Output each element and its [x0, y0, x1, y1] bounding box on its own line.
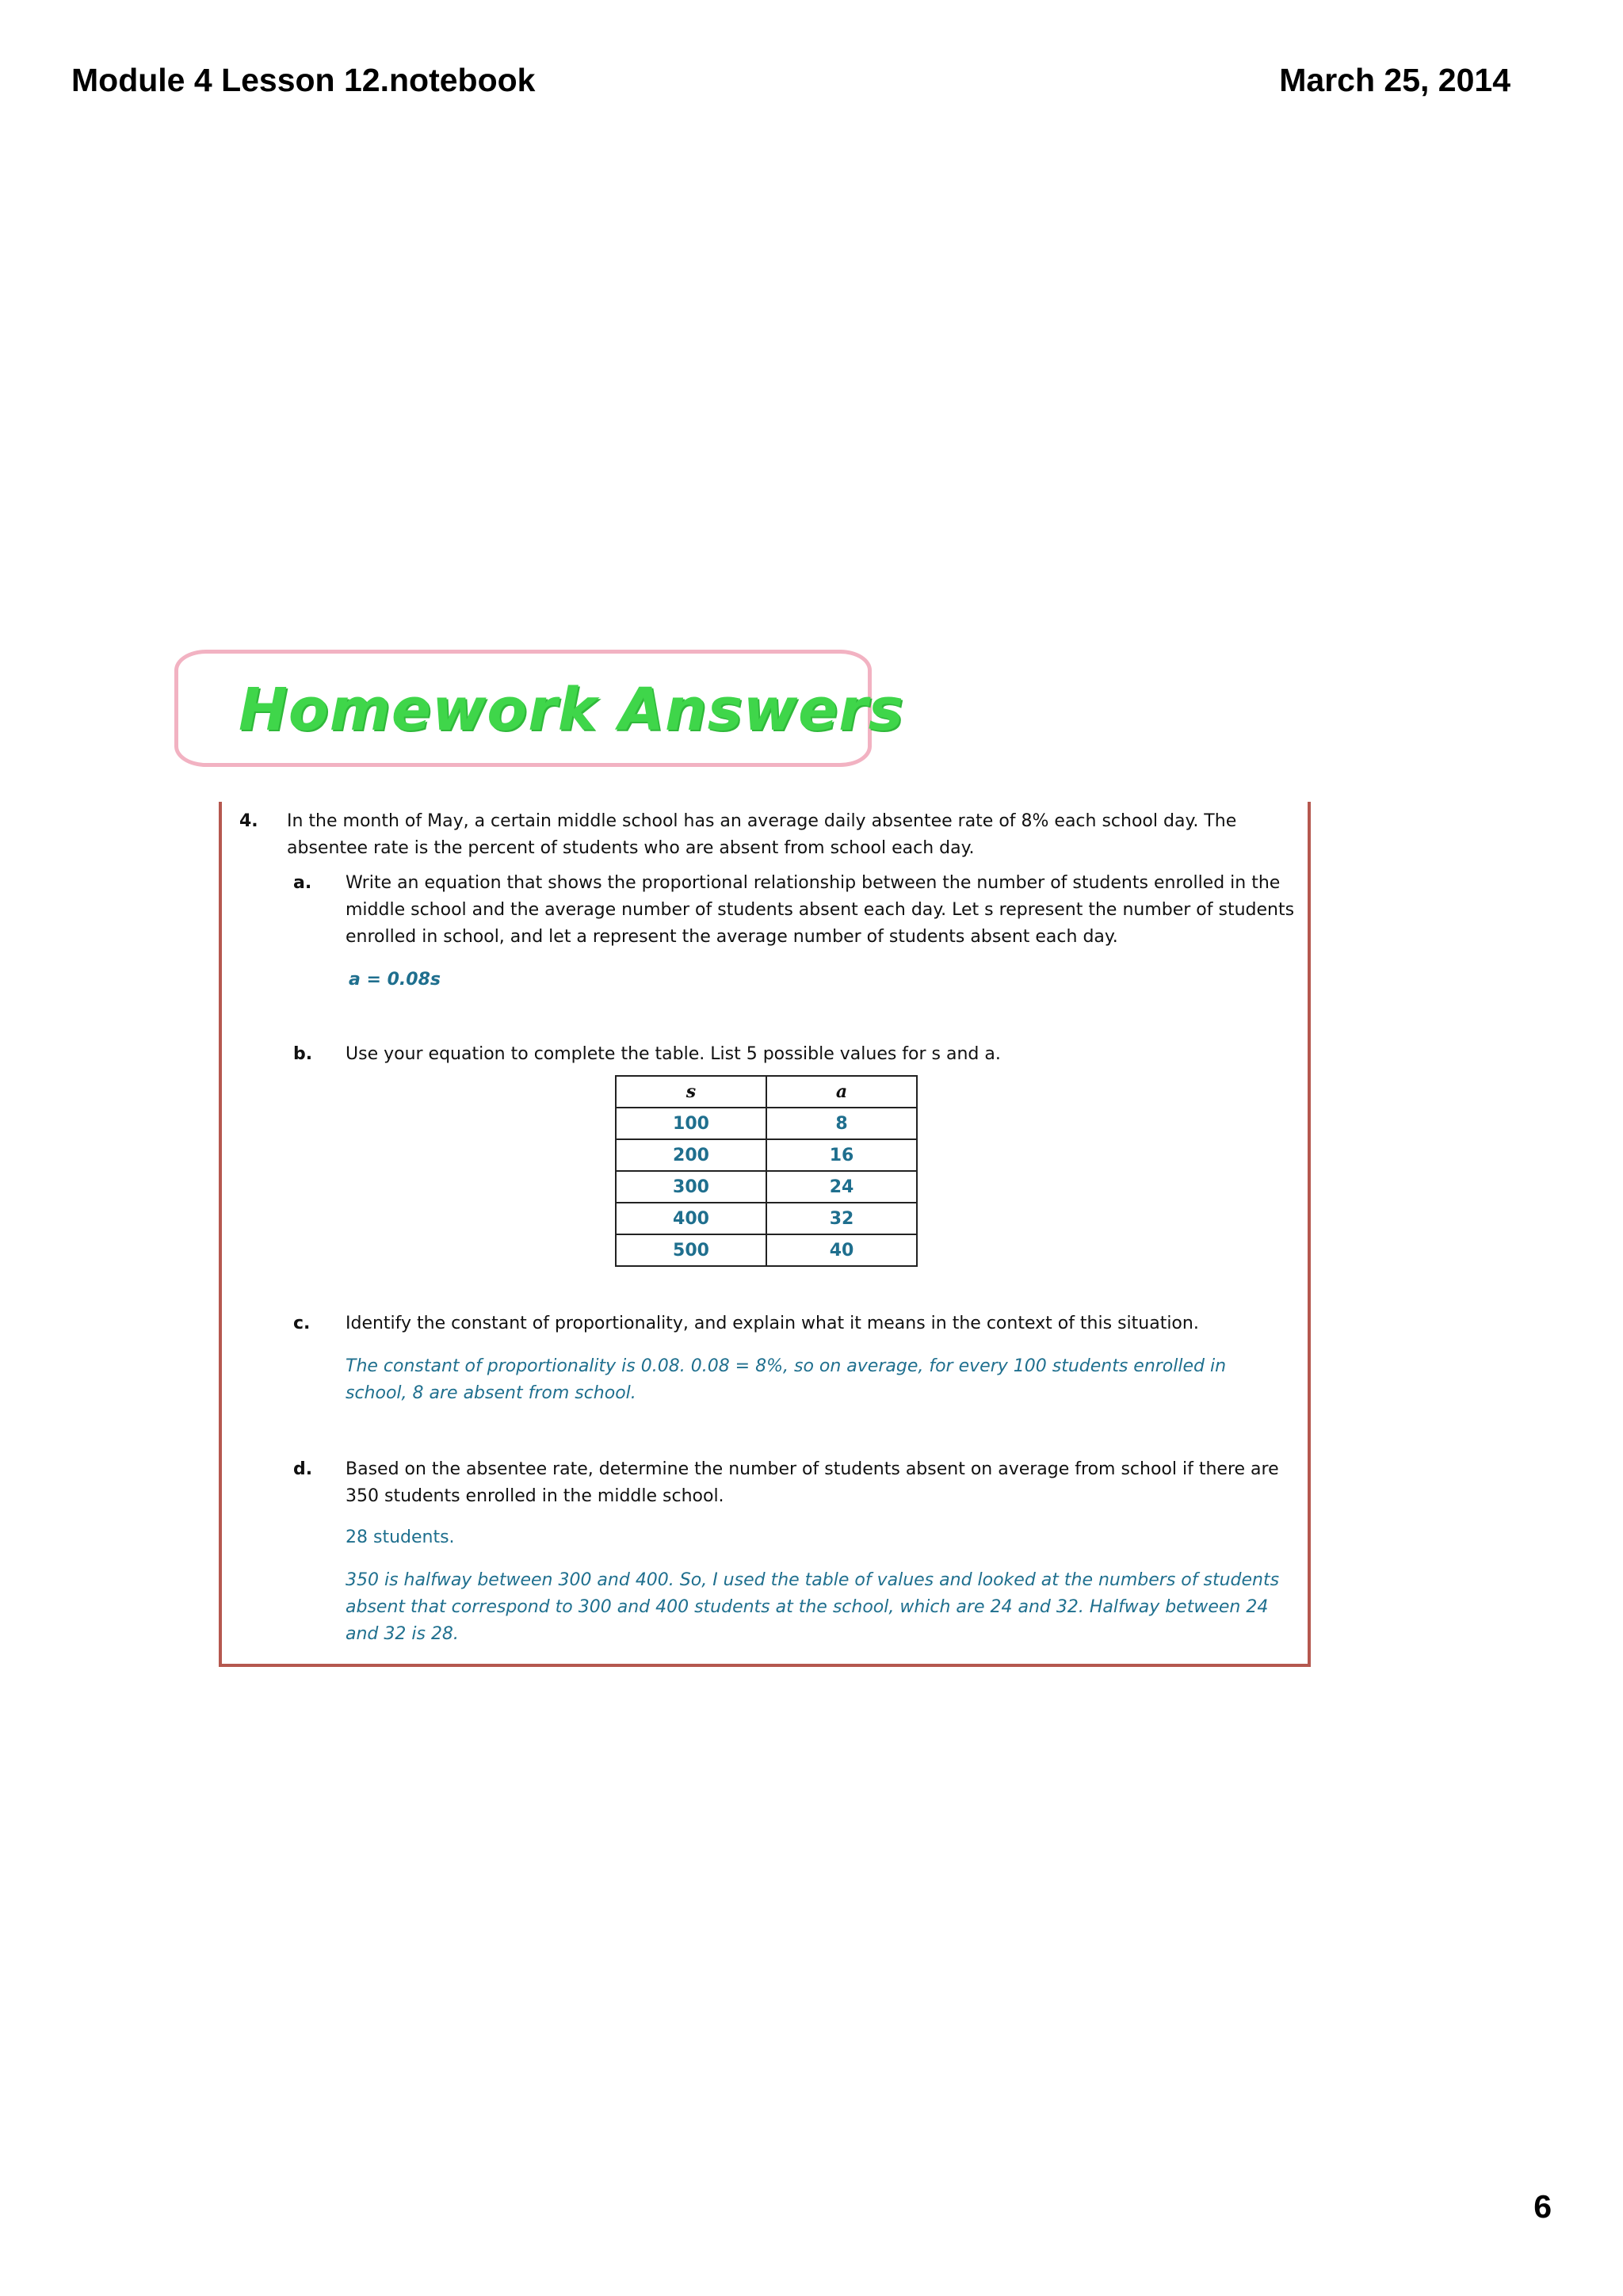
table-cell: 24 — [766, 1171, 917, 1203]
part-d-explanation: and 32 is 28. — [346, 1624, 459, 1644]
table-cell: 40 — [766, 1234, 917, 1266]
problem-intro-line: absentee rate is the percent of students who are absent from school each day. — [287, 838, 975, 858]
part-d-label: d. — [293, 1459, 313, 1479]
banner-title: Homework Answers — [239, 676, 904, 744]
notebook-date: March 25, 2014 — [1279, 62, 1510, 98]
notebook-title: Module 4 Lesson 12.notebook — [71, 62, 536, 98]
part-c-question: Identify the constant of proportionality, and explain what it means in the context of this situation. — [346, 1314, 1199, 1333]
part-d-explanation: 350 is halfway between 300 and 400. So, I used the table of values and looked at the numbers of students — [346, 1570, 1280, 1590]
table-row — [616, 1171, 917, 1203]
part-a-question: middle school and the average number of students absent each day. Let s represent the number of students — [346, 900, 1295, 920]
values-table — [615, 1075, 918, 1267]
part-d-explanation: absent that correspond to 300 and 400 students at the school, which are 24 and 32. Halfway between 24 — [346, 1597, 1269, 1617]
part-d-question: Based on the absentee rate, determine the number of students absent on average from school if there are — [346, 1459, 1279, 1479]
table-row — [616, 1203, 917, 1234]
part-a-question: enrolled in school, and let a represent the average number of students absent each day. — [346, 927, 1118, 947]
table-row — [616, 1139, 917, 1171]
part-c-label: c. — [293, 1314, 311, 1333]
table-cell: 100 — [616, 1108, 766, 1139]
table-cell: 300 — [616, 1171, 766, 1203]
part-a-answer: a = 0.08s — [349, 970, 441, 990]
part-c-answer: The constant of proportionality is 0.08. 0.08 = 8%, so on average, for every 100 students enrolled in — [346, 1356, 1227, 1376]
table-row — [616, 1108, 917, 1139]
problem-intro-line: In the month of May, a certain middle school has an average daily absentee rate of 8% each school day. The — [287, 811, 1237, 831]
part-b-question: Use your equation to complete the table. List 5 possible values for s and a. — [346, 1044, 1001, 1064]
homework-answers-banner — [174, 650, 904, 767]
table-header-s: s — [616, 1076, 766, 1108]
problem-4-card — [219, 802, 1311, 1667]
table-cell: 400 — [616, 1203, 766, 1234]
table-cell: 8 — [766, 1108, 917, 1139]
part-c-answer: school, 8 are absent from school. — [346, 1383, 636, 1403]
page-number: 6 — [1533, 2188, 1552, 2225]
table-cell: 200 — [616, 1139, 766, 1171]
part-a-question: Write an equation that shows the proportional relationship between the number of students enrolled in the — [346, 873, 1281, 893]
part-b-label: b. — [293, 1044, 313, 1064]
table-header-row — [616, 1076, 917, 1108]
table-header-a: a — [766, 1076, 917, 1108]
table-row — [616, 1234, 917, 1266]
table-cell: 500 — [616, 1234, 766, 1266]
table-cell: 32 — [766, 1203, 917, 1234]
part-d-answer: 28 students. — [346, 1527, 455, 1547]
table-cell: 16 — [766, 1139, 917, 1171]
problem-number: 4. — [239, 811, 258, 831]
part-d-question: 350 students enrolled in the middle school. — [346, 1486, 724, 1506]
part-a-label: a. — [293, 873, 312, 893]
